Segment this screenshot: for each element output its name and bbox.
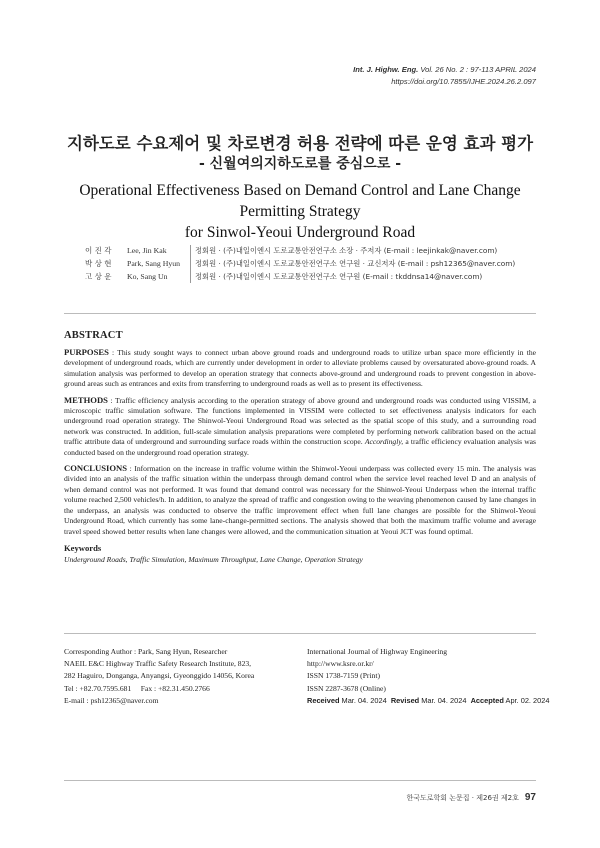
author-row [85, 270, 525, 283]
author-affiliation: 정회원 · (주)내일이엔시 도로교통안전연구소 소장 · 주저자 (E-mail : leejinkak@naver.com) [195, 246, 498, 255]
corr-line-3: 282 Haguiro, Donganga, Anyangsi, Gyeonggido 14056, Korea [64, 671, 255, 681]
page-number: 97 [524, 792, 536, 803]
methods-accordingly: Accordingly, [364, 437, 404, 447]
author-name-en: Ko, Sang Un [127, 272, 168, 281]
footer-journal: 한국도로학회 논문집 · 제26권 제2호 [406, 794, 519, 802]
corr-line-4: Tel : +82.70.7595.681 Fax : +82.31.450.2766 [64, 683, 210, 693]
journal-abbreviation: Int. J. Highw. Eng. [353, 65, 419, 74]
english-title [50, 180, 550, 243]
revised-label: Revised [390, 695, 420, 705]
english-title-line1: Operational Effectiveness Based on Demand Control and Lane Change Permitting Strategy [79, 182, 521, 220]
page-footer [406, 792, 536, 803]
revised-date: Mar. 04. 2024 [421, 695, 467, 705]
author-name-ko: 이 진 각 [85, 246, 112, 255]
corresponding-author-block [64, 646, 294, 707]
received-date: Mar. 04. 2024 [341, 695, 387, 705]
methods-text-2: a traffic efficiency evaluation analysis was conducted based on the underground road operation strategy. [64, 437, 537, 457]
purposes-label: PURPOSES [64, 347, 109, 357]
doi-link[interactable]: https://doi.org/10.7855/IJHE.2024.26.2.097 [391, 77, 536, 86]
conclusions-label: CONCLUSIONS [64, 463, 128, 474]
corr-line-2: NAEIL E&C Highway Traffic Safety Research Institute, 823, [64, 659, 252, 669]
date-history [307, 695, 550, 707]
author-name-ko: 고 상 운 [85, 272, 112, 281]
journal-header [353, 64, 536, 88]
author-affiliation: 정회원 · (주)내일이엔시 도로교통안전연구소 연구원 (E-mail : tkddnsa14@naver.com) [195, 272, 483, 281]
korean-subtitle: - 신월여의지하도로를 중심으로 - [198, 156, 402, 172]
author-row [85, 257, 525, 270]
keywords-list: Underground Roads, Traffic Simulation, Maximum Throughput, Lane Change, Operation Strategy [64, 554, 363, 564]
corr-line-5: E-mail : psh12365@naver.com [64, 695, 159, 705]
author-affiliation: 정회원 · (주)내일이엔시 도로교통안전연구소 연구원 · 교신저자 (E-mail : psh12365@naver.com) [195, 259, 516, 268]
accepted-date: Apr. 02. 2024 [505, 695, 550, 705]
purposes-text: : This study sought ways to connect urban above ground roads and underground roads to utilize urban space more efficiently in the development of underground roads, which are currently under development in order to alleviate problems caused by oversaturated above-ground roads. A simulation analysis was performed to develop an operation strategy that connects above-ground and underground roads to prevent congestion in above-ground areas such as entrances and exits from transferring to underground roads as well as to present its effectiveness. [64, 348, 536, 389]
issn-online: ISSN 2287-3678 (Online) [307, 683, 386, 693]
author-list [85, 244, 525, 283]
korean-title: 지하도로 수요제어 및 차로변경 허용 전략에 따른 운영 효과 평가 [66, 134, 534, 153]
methods-label: METHODS [64, 394, 108, 405]
abstract-heading: ABSTRACT [64, 330, 123, 341]
accepted-label: Accepted [470, 695, 504, 705]
author-divider [190, 245, 191, 283]
keywords-heading: Keywords [64, 542, 102, 553]
conclusions-paragraph [64, 463, 536, 537]
journal-info-block [307, 646, 550, 707]
divider-top [64, 313, 536, 314]
purposes-paragraph [64, 347, 536, 390]
conclusions-text: : Information on the increase in traffic volume within the Shinwol-Yeoui underpass was collected every 15 min. The analysis was divided into an analysis of the traffic situation within the underpass through demand control when the service level reached level D and an analysis of when demand control was not performed. It was found that demand control was necessary for the Shinwol-Yeoui Underpass when the internal traffic volume reached 2,500 vehicles/h. In addition, to analyze the spread of traffic and congestion owing to the weaving phenomenon caused by lane changes in the underpass, an analysis was conducted to observe the traffic improvement effect when full lane changes are possible for the Shinwol-Yeoui Underground Road, which currently has some lane-change-permitted sections. The analysis showed that both the maximum traffic volume and average travel speed showed better results when lane changes were allowed, and the communication situation at Yeoui JCT was found optimal. [64, 464, 536, 536]
author-name-ko: 박 상 현 [85, 259, 112, 268]
divider-footer [64, 780, 536, 781]
author-row [85, 244, 525, 257]
english-title-line2: for Sinwol-Yeoui Underground Road [184, 224, 416, 241]
journal-url[interactable]: http://www.ksre.or.kr/ [307, 659, 374, 669]
divider-bottom [64, 633, 536, 634]
author-name-en: Park, Sang Hyun [127, 259, 181, 268]
author-name-en: Lee, Jin Kak [127, 246, 167, 255]
issn-print: ISSN 1738-7159 (Print) [307, 671, 380, 681]
methods-paragraph [64, 395, 536, 458]
received-label: Received [307, 695, 340, 705]
corr-line-1: Corresponding Author : Park, Sang Hyun, Researcher [64, 647, 228, 656]
journal-citation: Vol. 26 No. 2 : 97-113 APRIL 2024 [420, 65, 536, 74]
abstract-section [64, 330, 536, 565]
methods-text: : Traffic efficiency analysis according to the operation strategy of above ground and underground roads was conducted using VISSIM, a microscopic traffic simulation software. The functions implemented in VISSIM were collected to set effectiveness analysis indicators for each underground road operation strategy. The Shinwol-Yeoui Underground Road was selected as the spatial scope of this study, and a surrounding road network was constructed. In addition, full-scale simulation analysis preparations were completed by performing network calibration based on the actual traffic attribute data of underground and surrounding surface roads within the construction scope. [64, 395, 536, 447]
journal-name: International Journal of Highway Engineering [307, 647, 448, 656]
